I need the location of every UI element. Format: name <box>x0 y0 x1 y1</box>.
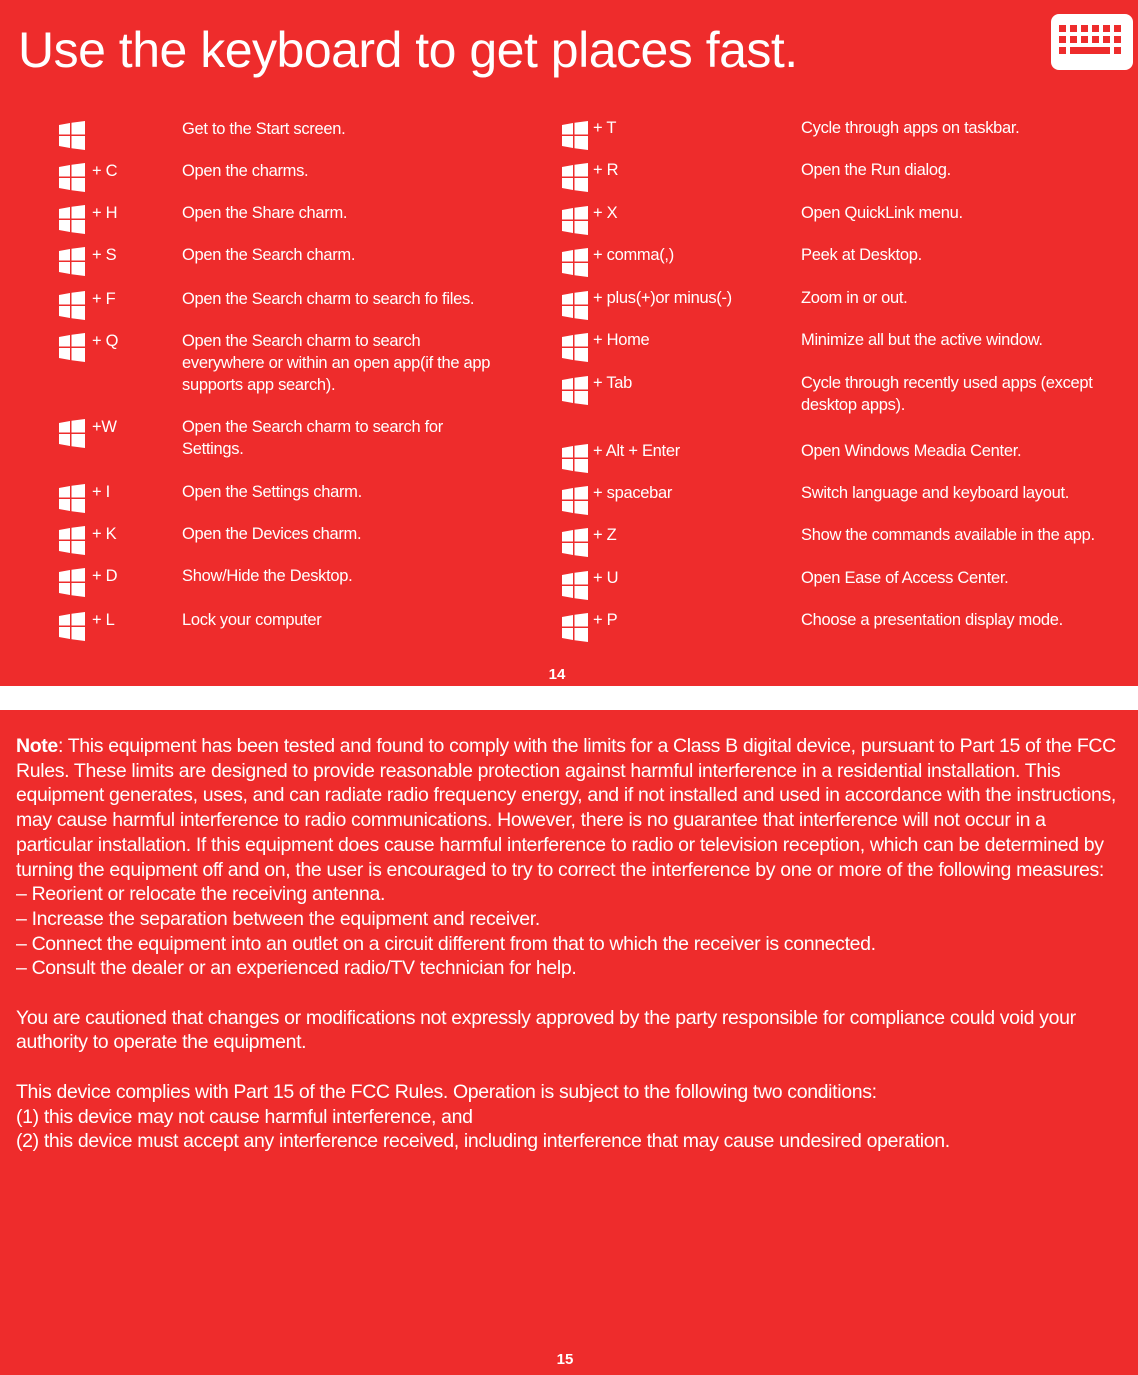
shortcut-keys: + Home <box>593 331 650 349</box>
shortcut-keys: + Z <box>593 526 617 544</box>
windows-logo-icon <box>562 571 588 600</box>
shortcut-description: Open the Run dialog. <box>801 161 951 179</box>
windows-logo-icon <box>59 121 85 150</box>
shortcut-description: Zoom in or out. <box>801 289 908 307</box>
windows-logo-icon <box>562 248 588 277</box>
manual-page-15 <box>0 710 1138 1375</box>
shortcut-keys: + comma(,) <box>593 246 674 264</box>
shortcut-description: Switch language and keyboard layout. <box>801 484 1070 502</box>
shortcut-description: Show the commands available in the app. <box>801 526 1095 544</box>
shortcut-keys: + I <box>92 483 110 501</box>
windows-logo-icon <box>59 612 85 641</box>
shortcut-description: Show/Hide the Desktop. <box>182 567 353 585</box>
windows-logo-icon <box>59 419 85 448</box>
windows-logo-icon <box>562 291 588 320</box>
shortcut-description: Cycle through apps on taskbar. <box>801 119 1020 137</box>
keyboard-icon <box>1050 13 1134 71</box>
fcc-notice <box>16 734 1116 1154</box>
windows-logo-icon <box>562 163 588 192</box>
shortcut-description: Open Windows Meadia Center. <box>801 442 1022 460</box>
compliance-intro: This device complies with Part 15 of the FCC Rules. Operation is subject to the following two conditions: <box>16 1080 877 1103</box>
shortcut-keys: + X <box>593 204 618 222</box>
windows-logo-icon <box>59 291 85 320</box>
windows-logo-icon <box>59 247 85 276</box>
windows-logo-icon <box>562 333 588 362</box>
page-number: 15 <box>556 1351 574 1368</box>
measure-item: – Consult the dealer or an experienced radio/TV technician for help. <box>16 957 577 980</box>
shortcut-description: Open the Search charm to search everywhere or within an open app(if the app supports app search). <box>182 332 491 394</box>
shortcut-keys: + D <box>92 567 118 585</box>
shortcut-description: Open the Search charm. <box>182 246 356 264</box>
shortcut-keys: + K <box>92 525 117 543</box>
shortcut-description: Minimize all but the active window. <box>801 331 1043 349</box>
note-text: : This equipment has been tested and found to comply with the limits for a Class B digital device, pursuant to Part 15 of the FCC Rules. These limits are designed to provide reasonable protection against harmful interference in a residential installation. This equipment generates, uses, and can radiate radio frequency energy, and if not installed and used in accordance with the instructions, may cause harmful interference to radio communications. However, there is no guarantee that interference will not occur in a particular installation. If this equipment does cause harmful interference to radio or television reception, which can be determined by turning the equipment off and on, the user is encouraged to try to correct the interference by one or more of the following measures: <box>16 735 1116 881</box>
windows-logo-icon <box>562 613 588 642</box>
shortcut-keys: + spacebar <box>593 484 673 502</box>
windows-logo-icon <box>562 121 588 150</box>
windows-logo-icon <box>562 528 588 557</box>
shortcut-keys: + U <box>593 569 619 587</box>
shortcut-description: Open the Devices charm. <box>182 525 362 543</box>
shortcut-keys: + R <box>593 161 619 179</box>
shortcut-description: Lock your computer <box>182 611 322 629</box>
windows-logo-icon <box>59 484 85 513</box>
windows-logo-icon <box>562 206 588 235</box>
page-number: 14 <box>548 666 566 683</box>
note-label: Note <box>16 735 58 757</box>
shortcut-description: Peek at Desktop. <box>801 246 922 264</box>
manual-page-14 <box>0 0 1138 686</box>
windows-logo-icon <box>562 444 588 473</box>
shortcut-description: Open the Search charm to search fo files. <box>182 290 475 308</box>
shortcut-keys: +W <box>92 418 117 436</box>
shortcut-keys: + plus(+)or minus(-) <box>593 289 732 307</box>
condition-item: (2) this device must accept any interference received, including interference that may cause undesired operation. <box>16 1130 950 1153</box>
shortcut-keys: + T <box>593 119 617 137</box>
measure-item: – Connect the equipment into an outlet on a circuit different from that to which the receiver is connected. <box>16 932 876 955</box>
shortcut-keys: + C <box>92 162 118 180</box>
shortcut-description: Get to the Start screen. <box>182 120 346 138</box>
shortcut-keys: + H <box>92 204 118 222</box>
shortcut-description: Open Ease of Access Center. <box>801 569 1009 587</box>
shortcut-description: Open QuickLink menu. <box>801 204 963 222</box>
shortcut-description: Cycle through recently used apps (except desktop apps). <box>801 374 1093 414</box>
shortcut-keys: + Tab <box>593 374 633 392</box>
windows-logo-icon <box>59 333 85 362</box>
shortcut-keys: + Q <box>92 332 119 350</box>
shortcut-keys: + S <box>92 246 117 264</box>
windows-logo-icon <box>562 486 588 515</box>
shortcut-description: Open the Search charm to search for Settings. <box>182 418 443 458</box>
windows-logo-icon <box>59 205 85 234</box>
shortcut-keys: + L <box>92 611 115 629</box>
windows-logo-icon <box>562 376 588 405</box>
windows-logo-icon <box>59 163 85 192</box>
note-paragraph <box>16 734 1116 882</box>
shortcut-keys: + F <box>92 290 116 308</box>
condition-item: (1) this device may not cause harmful interference, and <box>16 1105 473 1128</box>
shortcut-description: Open the Share charm. <box>182 204 348 222</box>
shortcut-description: Choose a presentation display mode. <box>801 611 1063 629</box>
measure-item: – Increase the separation between the equipment and receiver. <box>16 907 540 930</box>
shortcut-description: Open the Settings charm. <box>182 483 362 501</box>
shortcut-description: Open the charms. <box>182 162 309 180</box>
caution-paragraph: You are cautioned that changes or modifications not expressly approved by the party responsible for compliance could void your authority to operate the equipment. <box>16 1006 1076 1054</box>
measure-item: – Reorient or relocate the receiving antenna. <box>16 883 386 906</box>
shortcut-keys: + P <box>593 611 618 629</box>
windows-logo-icon <box>59 526 85 555</box>
page-title: Use the keyboard to get places fast. <box>18 22 798 78</box>
shortcut-keys: + Alt + Enter <box>593 442 680 460</box>
windows-logo-icon <box>59 568 85 597</box>
